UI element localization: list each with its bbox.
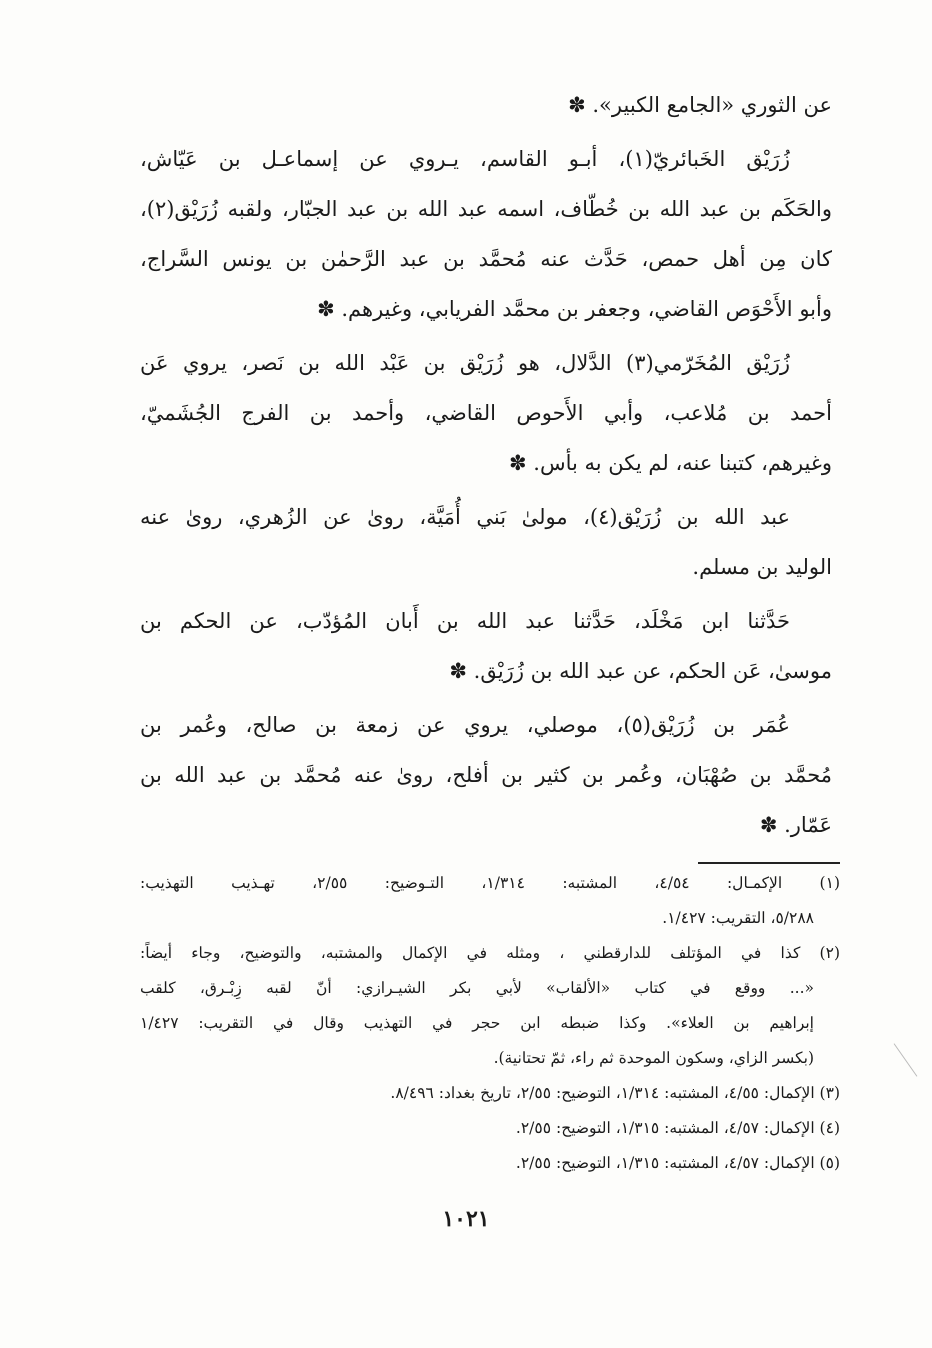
text-line: أحمد بن مُلاعب، وأبي الأَحوص القاضي، وأحمد بن الفرج الجُشَميّ، — [140, 401, 832, 425]
text-line: كان مِن أهل حمص، حَدَّث عنه مُحمَّد بن عبد الرَّحمٰن بن يونس السَّراج، — [140, 247, 832, 271]
text-line: وغيرهم، كتبنا عنه، لم يكن به بأس. ✽ — [509, 451, 832, 475]
text-line: مُحمَّد بن صُهْبَان، وعُمر بن كثير بن أفلح، روىٰ عنه مُحمَّد بن عبد الله بن — [140, 763, 832, 787]
footnote-2 — [140, 936, 840, 1076]
footnote-line: (٣) الإكمال: ٤/٥٥، المشتبه: ١/٣١٤، التوضيح: ٢/٥٥، تاريخ بغداد: ٨/٤٩٦. — [390, 1084, 840, 1102]
entry-abdullah-ibn-zurayq — [140, 492, 832, 592]
footnote-line: (٤) الإكمال: ٤/٥٧، المشتبه: ١/٣١٥، التوضيح: ٢/٥٥. — [515, 1119, 840, 1137]
text-line: عن الثوري «الجامع الكبير». ✽ — [568, 93, 832, 117]
text-line: الوليد بن مسلم. — [692, 555, 832, 579]
text-line: زُرَيْق الخَبائريّ(١)، أبـو القاسم، يـروي عن إسماعـل بن عَيّاش، — [140, 147, 790, 171]
footnote-line: ٥/٢٨٨، التقريب: ١/٤٢٧. — [662, 909, 814, 927]
footnote-line: إبراهيم بن العلاء». وكذا ضبطه ابن حجر في التهذيب وقال في التقريب: ١/٤٢٧ — [140, 1014, 814, 1032]
text-line: حَدَّثنا ابن مَخْلَد، حَدَّثنا عبد الله بن أَبان المُؤدّب، عن الحكم بن — [140, 609, 790, 633]
entry-hadith-chain — [140, 596, 832, 696]
footnotes — [140, 862, 840, 1181]
text-line: عُمَر بن زُرَيْق(٥)، موصلي، يروي عن زمعة بن صالح، وعُمر بن — [140, 713, 790, 737]
footnote-4 — [140, 1111, 840, 1146]
text-line: وأبو الأَحْوَص القاضي، وجعفر بن محمَّد الفريابي، وغيرهم. ✽ — [317, 297, 832, 321]
entry-zurayq-mukharrami — [140, 338, 832, 488]
footnote-line: (٥) الإكمال: ٤/٥٧، المشتبه: ١/٣١٥، التوضيح: ٢/٥٥. — [515, 1154, 840, 1172]
text-line: عَمّار. ✽ — [759, 813, 832, 837]
footnote-line: (بكسر الزاي، وسكون الموحدة ثم راء، ثمّ تحتانية). — [493, 1049, 814, 1067]
scan-artifact — [894, 1043, 918, 1076]
main-text — [140, 80, 832, 850]
footnote-1 — [140, 866, 840, 936]
text-line: زُرَيْق المُخَرّمي(٣) الدَّلال، هو زُرَيْق بن عَبْد الله بن نَصر، يروي عَن — [140, 351, 791, 375]
text-line: عبد الله بن زُرَيْق(٤)، مولىٰ بَني أُمَيَّة، روىٰ عن الزُهري، روىٰ عنه — [140, 505, 790, 529]
text-line: موسىٰ، عَن الحكم، عن عبد الله بن زُرَيْق. ✽ — [449, 659, 832, 683]
footnote-3 — [140, 1076, 840, 1111]
footnote-line: «... ووقع في كتاب «الألقاب» لأبي بكر الشيـرازي: أنّ لقبه زِبْـرق، كلقب — [140, 979, 814, 997]
footnote-rule — [698, 862, 840, 864]
entry-zurayq-khabairi — [140, 134, 832, 334]
entry-umar-ibn-zurayq — [140, 700, 832, 850]
footnote-line: (١) الإكمـال: ٤/٥٤، المشتبه: ١/٣١٤، التـوضيح: ٢/٥٥، تهـذيب التهذيب: — [140, 874, 840, 892]
page-number: ١٠٢١ — [442, 1206, 490, 1232]
entry-continuation — [140, 80, 832, 130]
footnote-line: (٢) كذا في المؤتلف للدارقطني ، ومثله في الإكمال والمشتبه، والتوضيح، وجاء أيضاً: — [140, 944, 840, 962]
footnote-5 — [140, 1146, 840, 1181]
text-line: والحَكَم بن عبد الله بن خُطّاف، اسمه عبد الله بن عبد الجبّار، ولقبه زُرَيْق(٢)، — [140, 197, 832, 221]
